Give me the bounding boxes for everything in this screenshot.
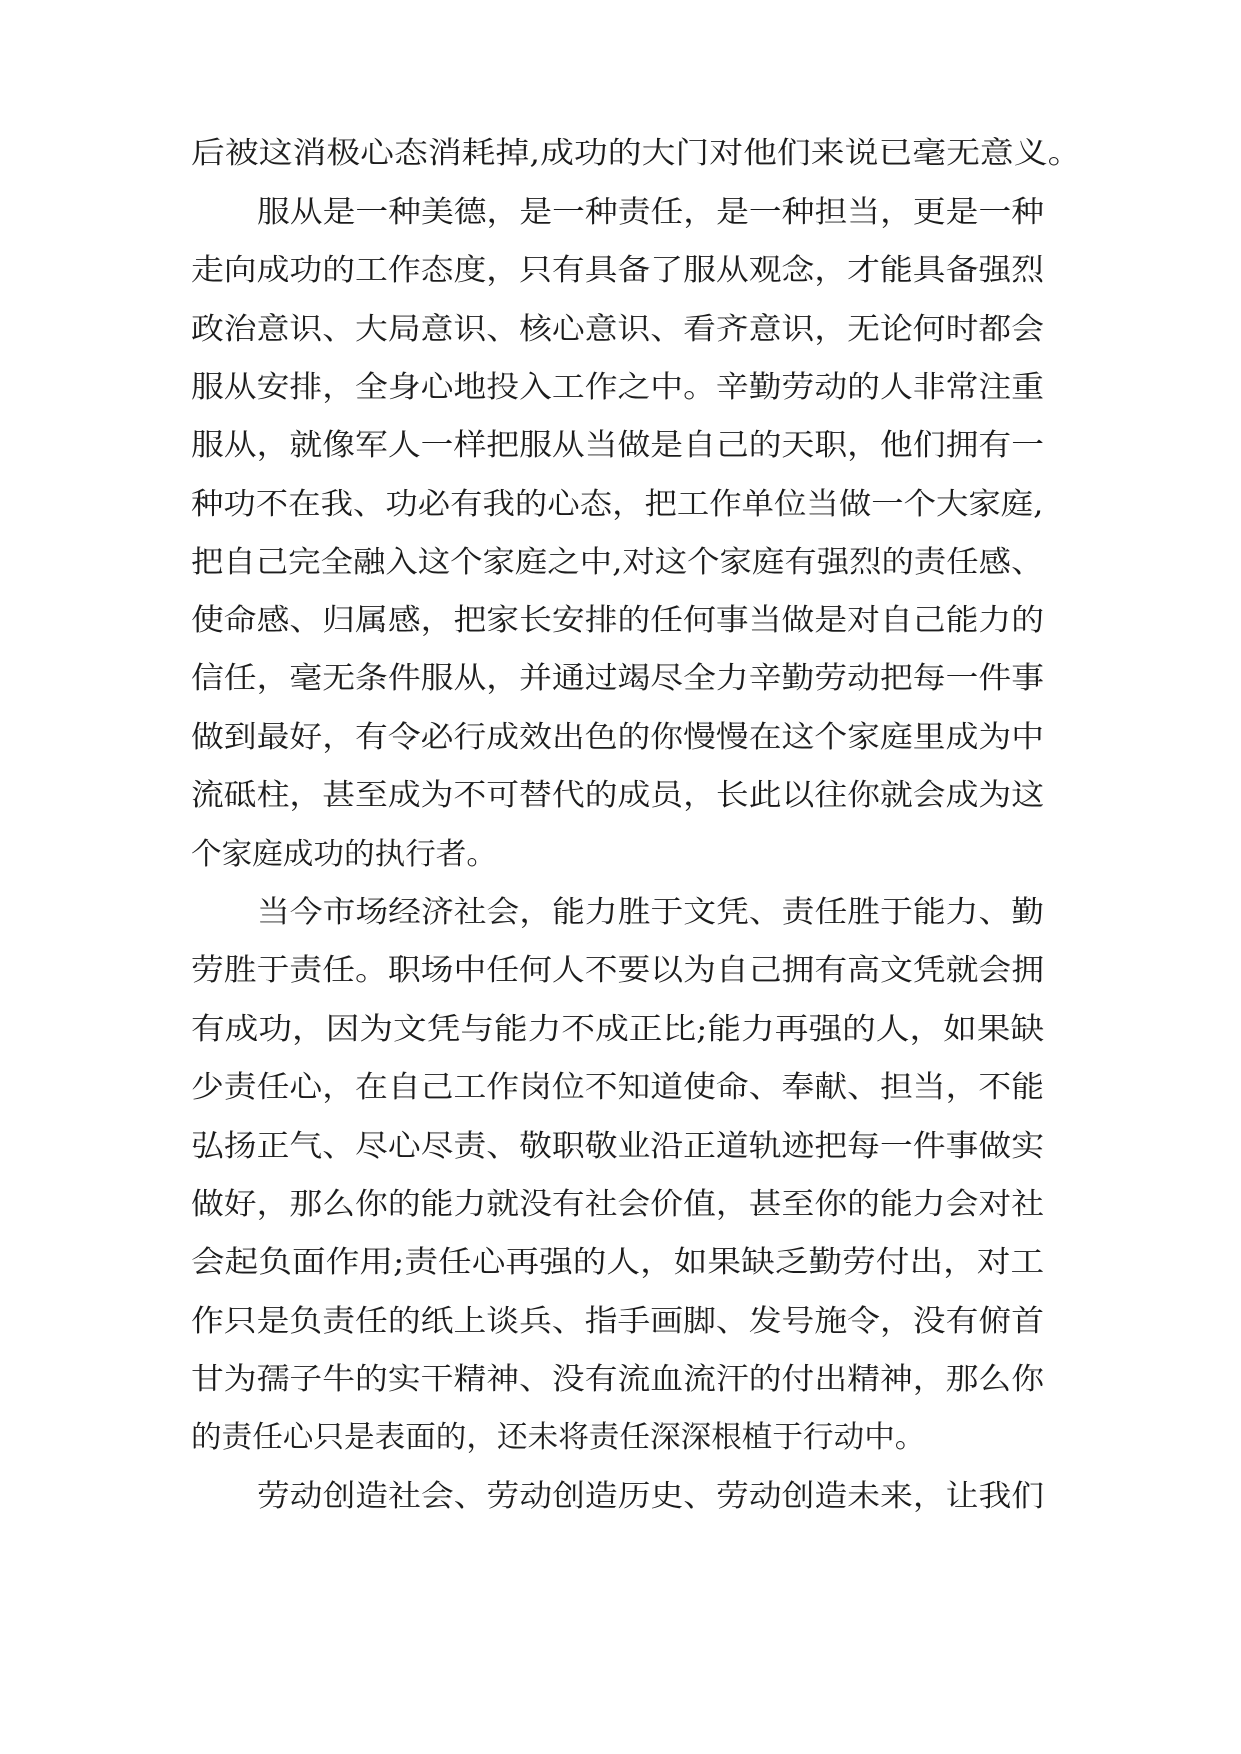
text-line: 做到最好，有令必行成效出色的你慢慢在这个家庭里成为中 [191,720,1045,755]
paragraph-last-line: 个家庭成功的执行者。 [191,837,497,872]
text-line: 少责任心，在自己工作岗位不知道使命、奉献、担当，不能 [191,1070,1045,1105]
text-line: 劳胜于责任。职场中任何人不要以为自己拥有高文凭就会拥 [191,953,1045,988]
text-line: 种功不在我、功必有我的心态，把工作单位当做一个大家庭, [191,487,1044,522]
text-line: 走向成功的工作态度，只有具备了服从观念，才能具备强烈 [191,253,1045,288]
text-line: 流砥柱，甚至成为不可替代的成员，长此以往你就会成为这 [191,778,1045,813]
text-line: 把自己完全融入这个家庭之中,对这个家庭有强烈的责任感、 [191,545,1044,580]
paragraph-last-line: 的责任心只是表面的，还未将责任深深根植于行动中。 [191,1420,926,1455]
paragraph-first-line: 当今市场经济社会，能力胜于文凭、责任胜于能力、勤 [257,895,1045,930]
text-line: 服从安排，全身心地投入工作之中。辛勤劳动的人非常注重 [191,370,1045,405]
text-line: 会起负面作用;责任心再强的人，如果缺乏勤劳付出，对工 [191,1245,1045,1280]
paragraph-first-line: 服从是一种美德，是一种责任，是一种担当，更是一种 [257,195,1045,230]
text-line: 信任，毫无条件服从，并通过竭尽全力辛勤劳动把每一件事 [191,661,1045,696]
text-line: 政治意识、大局意识、核心意识、看齐意识，无论何时都会 [191,312,1045,347]
text-line: 服从，就像军人一样把服从当做是自己的天职，他们拥有一 [191,428,1045,463]
paragraph-first-line: 劳动创造社会、劳动创造历史、劳动创造未来，让我们 [257,1479,1045,1514]
text-line: 甘为孺子牛的实干精神、没有流血流汗的付出精神，那么你 [191,1362,1045,1397]
text-line: 做好，那么你的能力就没有社会价值，甚至你的能力会对社 [191,1187,1045,1222]
text-line: 有成功，因为文凭与能力不成正比;能力再强的人，如果缺 [191,1012,1045,1047]
text-line: 弘扬正气、尽心尽责、敬职敬业沿正道轨迹把每一件事做实 [191,1129,1045,1164]
text-line: 作只是负责任的纸上谈兵、指手画脚、发号施令，没有俯首 [191,1304,1045,1339]
text-line: 后被这消极心态消耗掉,成功的大门对他们来说已毫无意义。 [191,136,1082,171]
text-line: 使命感、归属感，把家长安排的任何事当做是对自己能力的 [191,603,1045,638]
